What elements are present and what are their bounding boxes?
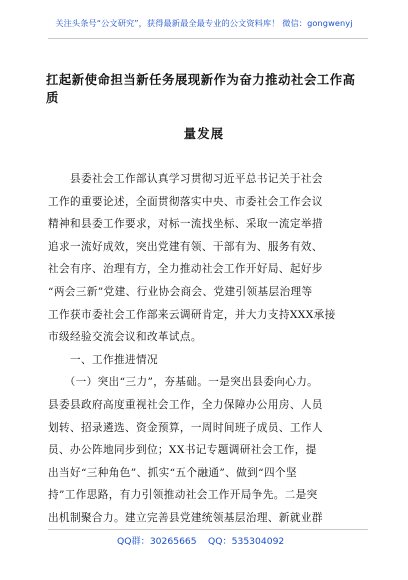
body-line: “两会三新”党建、行业协会商会、党建引领基层治理等 [48,285,313,298]
document-title-line-2: 量发展 [183,127,225,141]
body-line: 划转、招录遴选、资金预算，一周时间班子成员、工作人 [48,421,323,434]
section-heading: 一、工作推进情况 [48,353,158,366]
document-body [48,168,368,530]
body-line: 持”工作思路，有力引领推动社会工作开局争先。二是突 [48,489,318,502]
body-line: 社会有序、治理有方，全力推动社会工作开好局、起好步 [48,263,323,276]
body-line: 出当好“三种角色”、抓实“五个融通”、做到“四个坚 [48,466,297,479]
body-line: （一）突出“三力”，夯基础。一是突出县委向心力。 [48,376,319,389]
body-line: 员、办公阵地同步到位；XX书记专题调研社会工作，提 [48,444,317,457]
body-line: 工作获市委社会工作部来云调研肯定，并大力支持XXX承接 [48,308,336,321]
body-line: 追求一流好成效，突出党建有领、干部有为、服务有效、 [48,240,323,253]
body-line: 县委社会工作部认真学习贯彻习近平总书记关于社会 [48,173,323,185]
body-line: 县委县政府高度重视社会工作，全力保障办公用房、人员 [48,398,323,411]
header-divider [48,38,368,39]
body-line: 市级经验交流会议和改革试点。 [48,331,202,344]
footer-divider [48,529,368,530]
footer-qq-contact: QQ：535304092 [208,536,285,547]
body-line: 出机制聚合力。建立完善县党建统领基层治理、新就业群 [48,511,323,524]
header-banner: 关注头条号“公文研究”，获得最新最全最专业的公文资料库！ 微信：gongwenyj [55,18,353,28]
body-line: 工作的重要论述，全面贯彻落实中央、市委社会工作会议 [48,195,323,208]
document-title-line-1: 扛起新使命担当新任务展现新作为奋力推动社会工作高质 [46,73,356,105]
footer-qq-group: QQ群：30265665 [117,536,197,547]
body-line: 精神和县委工作要求，对标一流找坐标、采取一流定举措 [48,218,323,231]
